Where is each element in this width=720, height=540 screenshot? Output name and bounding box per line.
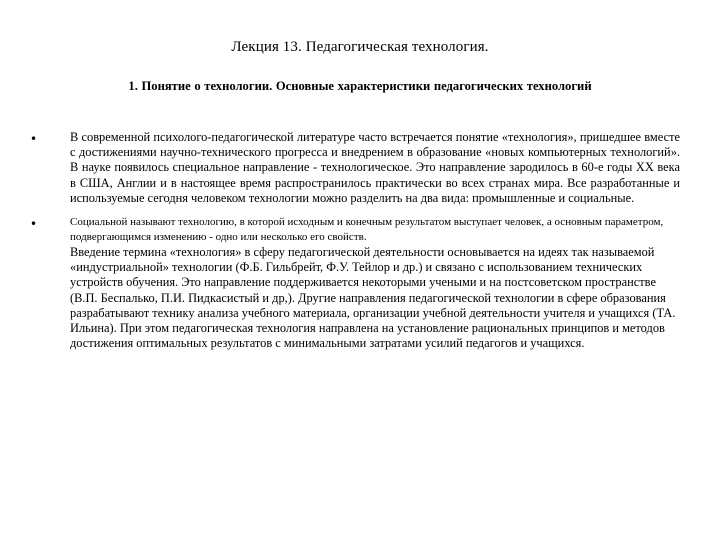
bullet-item-2 [30, 215, 680, 351]
bullet-marker: • [30, 217, 38, 232]
bullet-item-1 [30, 130, 680, 206]
slide-title: Лекция 13. Педагогическая технология. [231, 39, 489, 55]
bullet-list [30, 130, 680, 351]
bullet-text: Введение термина «технология» в сферу педагогической деятельности основывается на идеях так называемой «индустриальной» технологии (Ф.Б. Гильбрейт, Ф.У. Тейлор и др.) и связано с использованием технических устройств обучения. Это направление поддерживается некоторыми учеными и на постсоветском пространстве (В.П. Беспалько, П.И. Пидкасистый и др,). Другие направления педагогической технологии в сфере образования разрабатывают технику анализа учебного материала, организации учебной деятельности учителя и учащихся (ТА. Ильина). При этом педагогическая технология направлена на установление рациональных принципов и методов достижения оптимальных результатов с минимальными затратами усилий педагогов и учащихся. [70, 245, 676, 351]
bullet-lead-text: Социальной называют технологию, в которой исходным и конечным результатом выступает человек, а основным параметром, подвергающимся изменению - одно или несколько его свойств. [70, 216, 664, 244]
bullet-marker: • [30, 132, 38, 146]
slide-subtitle: 1. Понятие о технологии. Основные характеристики педагогических технологий [128, 79, 592, 93]
bullet-text: В современной психолого-педагогической литературе часто встречается понятие «технология», пришедшее вместе с достижениями научно-технического прогресса и внедрением в образование «новых компьютерных технологий». В науке появилось специальное направление - технологическое. Это направление зародилось в 60-е годы XX века в США, Англии и в настоящее время распространилось практически во всех странах мира. Все разработанные и используемые сегодня человеком технологии можно разделить на два вида: промышленные и социальные. [70, 130, 680, 205]
